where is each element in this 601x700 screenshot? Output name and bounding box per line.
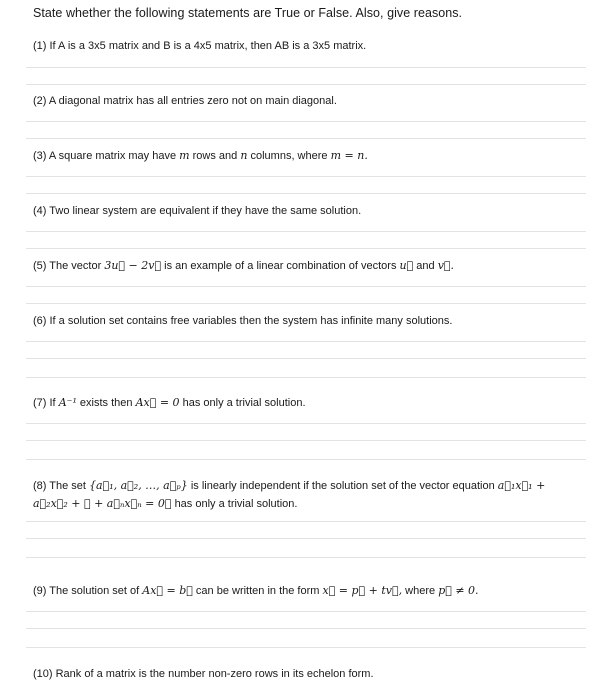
question-8-line-1 bbox=[33, 478, 593, 494]
q9-text-where: where bbox=[405, 585, 436, 597]
question-2: (2) A diagonal matrix has all entries zero not on main diagonal. bbox=[33, 95, 337, 107]
q5-text-mid: is an example of a linear combination of vectors bbox=[164, 260, 397, 272]
q3-text-pre: (3) A square matrix may have bbox=[33, 150, 177, 162]
answer-line bbox=[26, 440, 586, 441]
answer-line bbox=[26, 248, 586, 249]
q8-set: {a⃗₁, a⃗₂, …, a⃗ₚ} bbox=[89, 479, 188, 492]
answer-line bbox=[26, 231, 586, 232]
question-6: (6) If a solution set contains free variables then the system has infinite many solutions. bbox=[33, 315, 453, 327]
answer-line bbox=[26, 176, 586, 177]
answer-line bbox=[26, 341, 586, 342]
q7-text-mid: exists then bbox=[79, 397, 133, 409]
answer-line bbox=[26, 521, 586, 522]
q7-a-inverse: A⁻¹ bbox=[58, 396, 77, 409]
answer-line bbox=[26, 303, 586, 304]
q8-equation-part-2: a⃗₂x⃗₂ + ⋯ + a⃗ₙx⃗ₙ = 0⃗ bbox=[33, 497, 172, 510]
q3-var-n: n bbox=[240, 149, 248, 162]
q5-vector-u: u⃗ bbox=[399, 259, 414, 272]
q3-text-mid2: columns, where bbox=[250, 150, 328, 162]
answer-line bbox=[26, 138, 586, 139]
question-5 bbox=[33, 258, 454, 274]
q8-text-pre: (8) The set bbox=[33, 480, 86, 492]
answer-line bbox=[26, 358, 586, 359]
question-1: (1) If A is a 3x5 matrix and B is a 4x5 matrix, then AB is a 3x5 matrix. bbox=[33, 40, 367, 52]
page-heading: State whether the following statements are True or False. Also, give reasons. bbox=[33, 6, 463, 20]
question-3 bbox=[33, 148, 368, 164]
q8-text-mid: is linearly independent if the solution set of the vector equation bbox=[190, 480, 495, 492]
q9-text-mid: can be written in the form bbox=[195, 585, 320, 597]
answer-line bbox=[26, 84, 586, 85]
q7-text-post: has only a trivial solution. bbox=[182, 397, 306, 409]
answer-line bbox=[26, 286, 586, 287]
q9-form: x⃗ = p⃗ + tv⃗, bbox=[322, 584, 403, 597]
question-8-line-2 bbox=[33, 496, 297, 512]
answer-line bbox=[26, 377, 586, 378]
q3-var-m: m bbox=[179, 149, 190, 162]
answer-line bbox=[26, 67, 586, 68]
q5-text-and: and bbox=[416, 260, 435, 272]
q8-text-post: has only a trivial solution. bbox=[174, 498, 298, 510]
answer-line bbox=[26, 611, 586, 612]
answer-line bbox=[26, 423, 586, 424]
answer-line bbox=[26, 121, 586, 122]
answer-line bbox=[26, 647, 586, 648]
question-10: (10) Rank of a matrix is the number non-zero rows in its echelon form. bbox=[33, 668, 374, 680]
q3-text-mid1: rows and bbox=[192, 150, 238, 162]
answer-line bbox=[26, 459, 586, 460]
q3-equation: m = n. bbox=[330, 149, 368, 162]
q5-text-pre: (5) The vector bbox=[33, 260, 102, 272]
q7-equation: Ax⃗ = 0 bbox=[135, 396, 180, 409]
answer-line bbox=[26, 628, 586, 629]
answer-line bbox=[26, 193, 586, 194]
q9-equation: Ax⃗ = b⃗ bbox=[142, 584, 193, 597]
q5-vector-v: v⃗. bbox=[437, 259, 455, 272]
answer-line bbox=[26, 538, 586, 539]
q7-text-pre: (7) If bbox=[33, 397, 56, 409]
question-4: (4) Two linear system are equivalent if they have the same solution. bbox=[33, 205, 362, 217]
q5-expression: 3u⃗ − 2v⃗ bbox=[104, 259, 162, 272]
q9-condition: p⃗ ≠ 0. bbox=[438, 584, 479, 597]
answer-line bbox=[26, 557, 586, 558]
q8-equation-part-1: a⃗₁x⃗₁ + bbox=[497, 479, 546, 492]
q9-text-pre: (9) The solution set of bbox=[33, 585, 140, 597]
question-9 bbox=[33, 583, 479, 599]
question-7 bbox=[33, 395, 306, 411]
